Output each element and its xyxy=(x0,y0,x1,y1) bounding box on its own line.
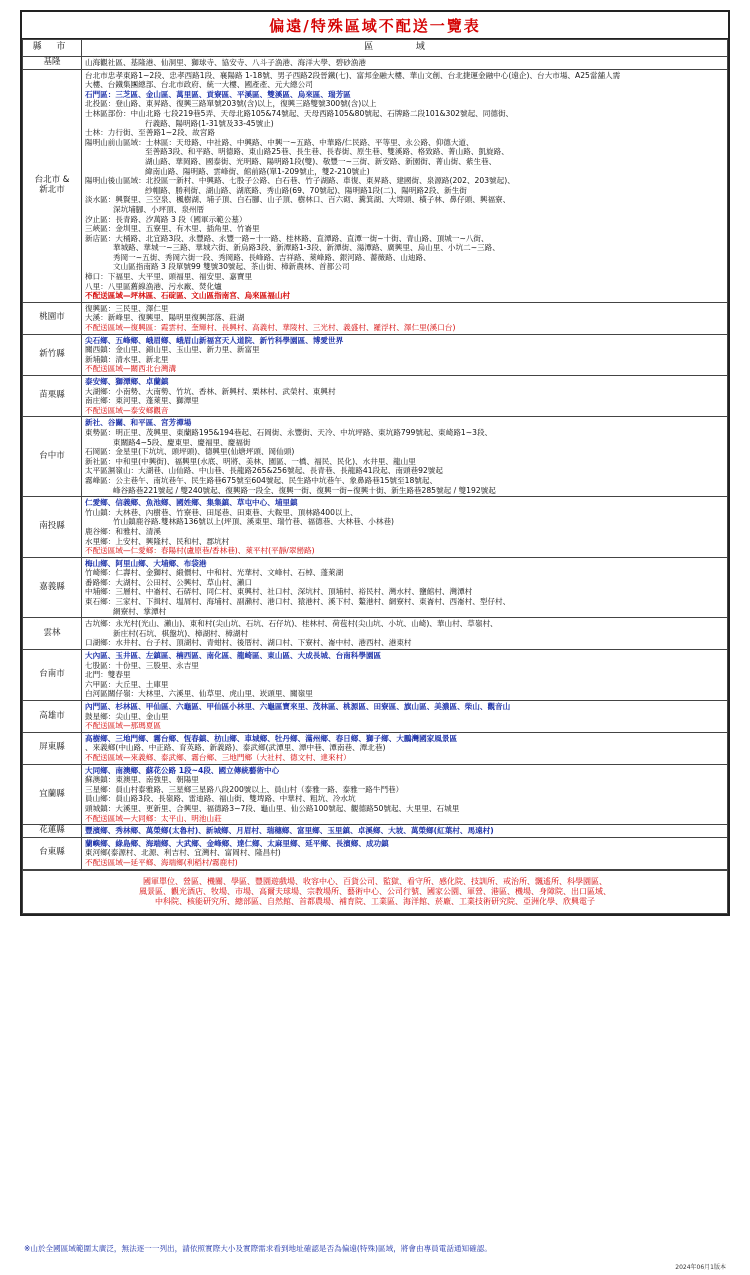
table-row xyxy=(23,417,728,497)
area-cell xyxy=(82,837,728,869)
city-cell: 台南市 xyxy=(23,650,82,701)
area-line: 陽明山前山區域：士林區：天母路、中社路、中興路、中興一~五路、中華路/仁民路、平等里、永公路、仰德大道、 xyxy=(85,137,474,147)
area-line: 大湖鄉：小南勢、大南勢、竹坑、香林、新興村、栗林村、武榮村、東興村 xyxy=(85,386,336,396)
area-line: 東勢區：明正里、茂興里、東蘭路195&194巷起、石岡街、永豐街、天冷、中坑坪路、東坑路799號起、東崎路1~3段、 xyxy=(85,427,493,437)
area-line: 霧峰區：公主巷午、南坑巷午、民生路巷675號至604號起、民生路中坑巷午、象鼻路巷15號至18號起、 xyxy=(85,475,438,485)
city-cell: 苗栗縣 xyxy=(23,376,82,417)
area-line: 士林區部份：中山北路 七段219巷5弄、天母北路105&74號起、天母西路105&80號起、石牌路二段101&302號起、同德街、 xyxy=(85,108,514,118)
area-cell xyxy=(82,376,728,417)
area-cell xyxy=(82,618,728,650)
no-delivery-table xyxy=(20,10,730,916)
city-cell: 高雄市 xyxy=(23,701,82,733)
bottom-notes xyxy=(23,870,728,913)
area-line: 文山區指南路 3 段單號99 雙號30號起、茶山街、樟新農林、首都公司 xyxy=(113,262,350,272)
area-line: 網寮村、掌潭村 xyxy=(113,606,167,616)
area-line: 北投區：登山路、東昇路、復興三路單號203號(含)以上，復興三路雙號300號(含)以上 xyxy=(85,99,377,109)
area-cell xyxy=(82,557,728,618)
area-line: 至善路3段、和平路、明德路、東山路25巷、長生巷、長春街、原生巷、雙溪路、格致路、菁山路、凱旋路、 xyxy=(145,147,509,157)
area-line: 緯南山路、陽明路、雲峰街、館前路(單1-209號止，雙2-210號止) xyxy=(145,166,370,176)
area-line: 石門區：三芝區、金山區、萬里區、貢寮區、平溪區、雙溪區、烏來區、瑞芳區 xyxy=(85,89,351,99)
bottom-notes-table xyxy=(22,870,728,914)
area-line: 梅山鄉、阿里山鄉、大埔鄉、布袋港 xyxy=(85,558,207,568)
footnote: ※山於全國區域範圍太廣泛，無法逐一一列出，請依照實際大小及實際需求看到地址確認是否為偏遠(特殊)區域，將會由專員電話通知確認。 xyxy=(24,1244,492,1253)
table-row xyxy=(23,302,728,334)
area-line: 士林：力行街、至善路1~2段、故宮路 xyxy=(85,128,215,138)
area-line: 尖石鄉、五峰鄉、峨眉鄉、峨眉山新福宮天人道院、新竹科學園區、博愛世界 xyxy=(85,335,344,345)
area-line: 南庄鄉：東河里、蓬萊里、獅潭里 xyxy=(85,396,199,406)
area-line: 鼓星鄉：尖山里、金山里 xyxy=(85,711,169,721)
area-line: 不配送區域—坪林區、石碇區、文山區指南宮、烏來區福山村 xyxy=(85,291,291,301)
region-table xyxy=(22,39,728,870)
area-cell xyxy=(82,302,728,334)
area-line: 秀岡一~五街、秀岡六街一段、秀岡路、長峰路、吉祥路、萊峰路、銀河路、薔薇路、山迪路、 xyxy=(113,252,431,262)
city-cell: 雲林 xyxy=(23,618,82,650)
area-line: 新社區：中和里(中興街)、福興里(水底、明將、美林、園區、一橋、福民、民化)、水井里、龍山里 xyxy=(85,456,416,466)
area-line: 八里：八里區舊線漁港、污水廠、焚化爐 xyxy=(85,281,222,291)
area-line: 竹山鎮：大林巷、內樹巷、竹寮巷、田尾巷、田東巷、大鞍里、頂林路400以上、 xyxy=(85,507,358,517)
city-cell: 台北市 & 新北市 xyxy=(23,69,82,302)
area-line: 關西鎮：金山里、錦山里、玉山里、新力里、新富里 xyxy=(85,345,260,355)
area-line: 大內區、玉井區、左鎮區、楠西區、南化區、龍崎區、東山區、大成長城、台南科學園區 xyxy=(85,651,382,661)
area-line: 頭城鎮：大溪里、更新里、合興里、福德路3~7段、龜山里、仙公路100號起、觀德路50號起、大里里、石城里 xyxy=(85,803,460,813)
area-line: 員山鄉：員山路3段、長嶺路、雷迪路、福山街、雙埤路、中華村、粗坑、冷水坑 xyxy=(85,794,356,804)
city-cell: 宜蘭縣 xyxy=(23,764,82,825)
area-line: 鹿谷鄉：和雅村、清溪 xyxy=(85,526,161,536)
area-line: 中埔鄉：三層村、中崙村、石硦村、同仁村、東興村、社口村、深坑村、頂埔村、裕民村、灣水村、鹽館村、灣潭村 xyxy=(85,587,473,597)
area-line: 石岡區：金星里(下坑坑、頭坪頭)、德興里(仙塘坪頭、岡仙頭) xyxy=(85,447,295,457)
area-line: 內門區、杉林區、甲仙區、六龜區、甲仙區小林里、六龜區寶來里、茂林區、桃源區、田寮區、旗山區、美濃區、柴山、觀音山 xyxy=(85,702,511,711)
header-area: 區 域 xyxy=(82,40,728,57)
area-line: 太平區濕嶺山：大湖巷、山仙路、中山巷、長龍路265&256號起、長青巷、長龍路41段起、南頭巷92號起 xyxy=(85,466,443,476)
area-cell xyxy=(82,497,728,558)
area-line: 三星鄉：員山村泰雅路、三星鄉三星路八段200號以上、員山村（泰雅一路、泰雅一路牛鬥巷） xyxy=(85,784,404,794)
area-line: 新埔鎮：清水里、新北里 xyxy=(85,354,169,364)
area-line: 泰安鄉、獅潭鄉、卓蘭鎮 xyxy=(85,377,169,386)
area-line: 高樹鄉、三地門鄉、霧台鄉、恆春鎮、枋山鄉、車城鄉、牡丹鄉、滿州鄉、春日鄉、獅子鄉、大鵬灣國家風景區 xyxy=(85,733,458,743)
table-row xyxy=(23,732,728,764)
area-line: 陽明山後山區域：北投區一新村、中興路、七股子公路、白石巷、竹子湖路、車復、東昇路、建國街、泉源路(202、203號起)、 xyxy=(85,176,515,186)
area-cell xyxy=(82,69,728,302)
area-line: 不配送區域—仁愛鄉：春陽村(盧原巷/香林巷)、萊平村(平靜/翠巒路) xyxy=(85,546,315,556)
area-line: 三峽區：金圳里、五寮里、有木里、插角里、竹崙里 xyxy=(85,224,260,234)
city-cell: 基隆 xyxy=(23,57,82,70)
city-cell: 台東縣 xyxy=(23,837,82,869)
table-row xyxy=(23,57,728,70)
area-line: 六甲區：大丘里、土庫里 xyxy=(85,679,169,689)
area-line: 竹山鎮鹿谷路.雙林路136號以上(坪頂、溪東里、瑞竹巷、福德巷、大林巷、小林巷) xyxy=(113,517,395,527)
area-cell xyxy=(82,650,728,701)
area-line: 白河區關仔嶺：大林里、六溪里、仙草里、虎山里、崁頭里、關嶺里 xyxy=(85,689,313,699)
table-row xyxy=(23,618,728,650)
area-line: 古坑鄉：永光村(光山、瀨山)、東和村(尖山坑、石坑、石仔坑)、桂林村、荷苞村(尖山坑、小坑、山崎)、華山村、草嶺村、 xyxy=(85,619,498,629)
city-cell: 桃園市 xyxy=(23,302,82,334)
area-cell xyxy=(82,57,728,70)
table-row xyxy=(23,825,728,838)
table-row xyxy=(23,764,728,825)
area-line: 深坑埔腳、小坪頂、泉州厝 xyxy=(113,204,205,214)
area-line: 大同鄉、南澳鄉、蘇花公路 1段~4段、國立傳統藝術中心 xyxy=(85,765,280,775)
area-line: 大溪：新峰里、復興里、陽明里復興部落、莊湖 xyxy=(85,313,245,323)
area-line: 湖山路、華岡路、國泰街、光明路、陽明路1段(雙)、敬豐一~三街、新安路、新園街、菁山街、紫生巷、 xyxy=(145,156,497,166)
city-cell: 花蓮縣 xyxy=(23,825,82,838)
table-row xyxy=(23,69,728,302)
area-line: 大樓、台鐵集團總部、台北市政府、統一大樓、國產產、元大總公司 xyxy=(85,80,313,90)
city-cell: 台中市 xyxy=(23,417,82,497)
revision-date: 2024年06月1版本 xyxy=(675,1264,726,1271)
area-line: 豐濱鄉、秀林鄉、萬榮鄉(太魯村)、新城鄉、月眉村、瑞穗鄉、富里鄉、玉里鎮、卓溪鄉、大坡、萬榮鄉(紅葉村、馬遠村) xyxy=(85,826,494,836)
area-cell xyxy=(82,701,728,733)
table-row xyxy=(23,497,728,558)
table-header-row xyxy=(23,40,728,57)
bottom-note-line: 風景區、觀光酒店、牧場、市場、高爾夫球場、宗教場所、藝術中心、公司行號、國家公園、軍營、港區、機場、身障院、出口區域、 xyxy=(139,886,611,896)
city-cell: 嘉義縣 xyxy=(23,557,82,618)
area-line: 水里鄉：上安村、興隆村、民和村、郡坑村 xyxy=(85,536,230,546)
area-cell xyxy=(82,764,728,825)
table-row xyxy=(23,650,728,701)
area-line: 蘭嶼鄉、綠島鄉、海端鄉、大武鄉、金峰鄉、達仁鄉、太麻里鄉、延平鄉、長濱鄉、成功鎮 xyxy=(85,838,389,848)
area-line: 東河鄉(泰源村、北源、利吉村、宜灣村、富岡村、隆昌村) xyxy=(85,848,281,858)
bottom-note-line: 中科院、核能研究所、總部區、自然館、首都農場、補育院、工業區、海洋館、菸廠、工業技術研究院、亞洲化學、欣興電子 xyxy=(155,896,595,906)
area-line: 山海觀社區、基隆港、仙洞里、獅球寺、協安寺、八斗子漁港、海洋大學、碧砂漁港 xyxy=(85,58,366,67)
area-line: 不配送區域—那瑪夏區 xyxy=(85,721,161,731)
area-line: 紗帽路、勝利街、湖山路、湖底路、秀山路(69、70號起)、陽明路1段(二)、陽明路2段、新生街 xyxy=(145,185,467,195)
title-row xyxy=(22,12,728,39)
area-line: 仁愛鄉、信義鄉、魚池鄉、國姓鄉、集集鎮、草屯中心、埔里鎮 xyxy=(85,498,298,508)
area-line: 不配送區域—關西北台灣溝 xyxy=(85,364,177,374)
area-line: 華城路、華城一~三路、華城六街、新烏路3段、新潭路1-3段、新潭街、湯潭路、廣興里、烏山里、小坑二~三路、 xyxy=(113,243,500,253)
city-cell: 南投縣 xyxy=(23,497,82,558)
area-line: 復興區：三民里、澤仁里 xyxy=(85,303,169,313)
area-cell xyxy=(82,417,728,497)
table-row xyxy=(23,334,728,375)
area-line: 竹崎鄉：仁壽村、金獅村、緞價村、中和村、光華村、文峰村、石棹、蓬萊湖 xyxy=(85,568,344,578)
area-line: 北門：雙春里 xyxy=(85,670,131,680)
table-row xyxy=(23,837,728,869)
area-line: 東關路4~5段、慶東里、慶福里、慶福街 xyxy=(113,437,251,447)
area-line: 峰谷路巷221號起 / 雙240號起、復興路一段全、復興一街、復興一街~復興十街、新生路巷285號起 / 雙192號起 xyxy=(113,485,496,495)
city-cell: 新竹縣 xyxy=(23,334,82,375)
area-line: 七股區：十份里、三股里、永吉里 xyxy=(85,660,199,670)
bottom-note-line: 國軍單位、營區、機關、學區、豐園遊戲場、收容中心、百貨公司、監獄、看守所、感化院、技訓所、戒治所、飄遙所、科學園區、 xyxy=(143,876,607,886)
area-line: 不配送區域—復興區：霞雲村、奎輝村、長興村、高義村、華陵村、三光村、義盛村、羅浮村、澤仁里(溪口台) xyxy=(85,323,456,333)
area-line: 不配送區域—大同鄉：太平山、明池山莊 xyxy=(85,813,222,823)
area-line: 番路鄉：大湖村、公田村、公興村、草山村、瀨口 xyxy=(85,577,253,587)
area-line: 新店區：大桶路、北宜路3段、永豐路、永豐一路~十一路、桂林路、直潭路、直潭一街~十街、青山路、頂城一~八街、 xyxy=(85,233,489,243)
table-row xyxy=(23,557,728,618)
area-line: 口湖鄉：水井村、台子村、頂湖村、青蚶村、後厝村、湖口村、下寮村、崙中村、港西村、港東村 xyxy=(85,638,412,648)
area-cell xyxy=(82,334,728,375)
area-cell xyxy=(82,825,728,838)
table-row xyxy=(23,701,728,733)
area-line: 蘇澳鎮：東澳里、南強里、朝陽里 xyxy=(85,775,199,785)
area-line: 新社、谷關、和平區、宮芳禪場 xyxy=(85,418,192,428)
area-line: 不配送區域—來義鄉、泰武鄉、霧台鄉、三地門鄉（大社村、德文村、達來村） xyxy=(85,752,351,762)
area-line: 不配送區域—泰安鄉觀音 xyxy=(85,405,169,415)
area-line: 行義路、陽明路(1-31號及33-45號止) xyxy=(145,118,274,128)
area-line: 淡水區：興賢里、三空泉、楓樹湖、埔子頂、白石腳、山子頂、樹林口、百六砌、糞箕湖、大埤頭、橫子林、鼻仔頭、興福寮、 xyxy=(85,195,511,205)
city-cell: 屏東縣 xyxy=(23,732,82,764)
area-line: 新庄村(石坑、棋盤坑)、樟湖村、樟湖村 xyxy=(113,628,249,638)
area-line: 樟口：下福里、大平里、頭福里、福安里、嘉寶里 xyxy=(85,272,253,282)
table-row xyxy=(23,376,728,417)
page-title: 偏遠/特殊區域不配送一覽表 xyxy=(269,16,481,35)
area-line: 汐止區：長青路、汐萬路 3 段（國軍示範公墓） xyxy=(85,214,247,224)
header-city: 縣 市 xyxy=(23,40,82,57)
area-line: 台北市忠孝東路1~2段、忠孝西路1段、襄陽路 1-18號、男子西路2段晉鐵(七)、富邦金融大樓、華山文創、台北捷運金融中心(遠企)、台大市場、A25當舖人需 xyxy=(85,70,621,80)
area-line: 不配送區域—延平鄉、海端鄉(利稻村/霧鹿村) xyxy=(85,857,238,867)
area-line: 、來義鄉(中山路、中正路、育英路、新義路)、泰武鄉(武潭里、潭中巷、潭南巷、潭北巷) xyxy=(85,743,386,753)
area-cell xyxy=(82,732,728,764)
area-line: 東石鄉：三家村、下揖村、塭屑村、海埔村、副瀨村、港口村、猿港村、溪下村、鰲港村、網寮村、東崙村、西崙村、型仔村、 xyxy=(85,597,511,607)
